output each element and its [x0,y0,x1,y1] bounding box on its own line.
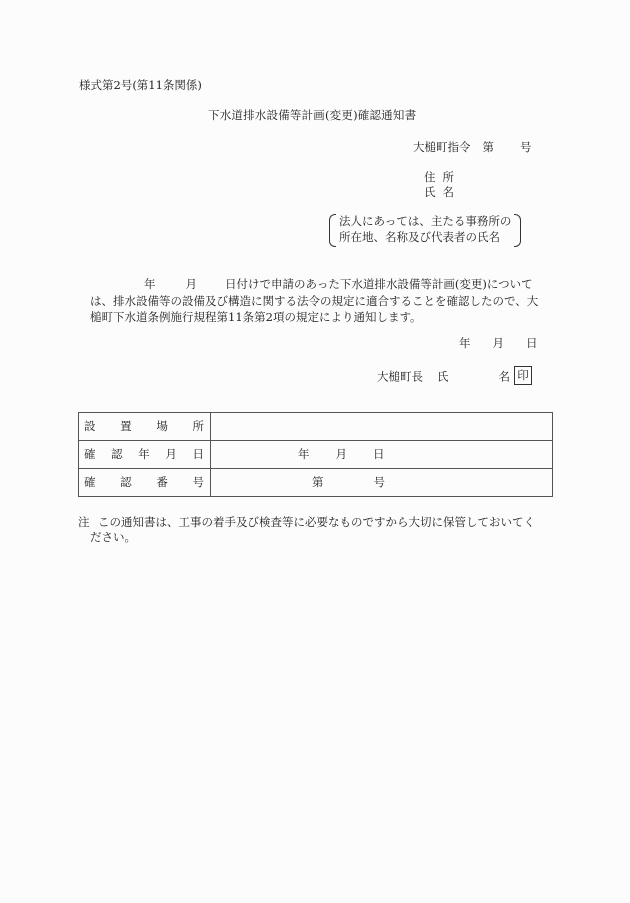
confirmation-info-table [78,412,553,497]
directive-prefix: 大槌町指令 [413,140,471,154]
footnote-line-1 [78,515,535,530]
footnote-text-1: この通知書は、工事の着手及び検査等に必要なものですから大切に保管しておいてく [98,515,535,529]
corporate-note-line2: 所在地、名称及び代表者の氏名 [339,230,500,244]
number-dai: 第 [312,475,324,489]
label-char: 認 [120,474,132,489]
right-bracket [514,214,521,247]
issuer-line [377,368,532,387]
label-char: 確 [84,446,96,461]
issuer-mei: 名 [498,369,510,384]
table-row-confirmation-number [79,469,553,497]
name-label: 氏名 [424,185,461,199]
body-line-1 [78,276,554,293]
issuer-title: 大槌町長 [377,369,423,384]
issue-year: 年 [459,336,471,350]
directive-go: 号 [520,140,532,154]
issue-month: 月 [492,336,504,350]
label-char: 設 [84,418,96,433]
footnote [78,515,535,545]
label-char: 月 [165,446,177,461]
date-year: 年 [298,447,310,461]
date-day: 日 [373,447,385,461]
form-number: 様式第2号(第11条関係) [79,78,202,92]
directive-dai: 第 [482,140,494,154]
label-char: 置 [120,418,132,433]
footnote-mark: 注 [78,515,90,529]
body-line-3: 槌町下水道条例施行規程第11条第2項の規定により通知します。 [90,310,422,324]
address-label: 住所 [424,170,461,184]
body-month: 月 [185,277,197,291]
document-title: 下水道排水設備等計画(変更)確認通知書 [208,108,417,122]
label-char: 確 [84,474,96,489]
confirmation-number-value [211,469,553,497]
body-line-2: は、排水設備等の設備及び構造に関する法令の規定に適合することを確認したので、大 [90,293,539,308]
body-paragraph [78,276,554,326]
footnote-line-2: ださい。 [90,530,136,544]
date-month: 月 [335,447,347,461]
label-char: 場 [156,418,168,433]
number-go: 号 [373,475,385,489]
confirmation-number-label [79,469,211,497]
confirmation-date-value [211,441,553,469]
location-label [79,413,211,441]
label-char: 所 [192,418,204,433]
label-char: 番 [156,474,168,489]
body-line1-rest: 日付けで申請のあった下水道排水設備等計画(変更)について [225,277,533,291]
issuer-shi: 氏 [437,369,449,384]
seal-box: 印 [514,366,532,385]
body-year: 年 [144,277,156,291]
confirmation-date-label [79,441,211,469]
issue-day: 日 [526,336,538,350]
location-value [211,413,553,441]
left-bracket [329,214,336,247]
directive-number-line [413,142,532,154]
corporate-note [329,213,521,245]
corporate-note-line1: 法人にあっては、主たる事務所の [339,214,512,228]
label-char: 年 [138,446,150,461]
table-row-location [79,413,553,441]
label-char: 号 [192,474,204,489]
issue-date [459,338,538,350]
table-row-confirmation-date [79,441,553,469]
label-char: 日 [192,446,204,461]
label-char: 認 [111,446,123,461]
